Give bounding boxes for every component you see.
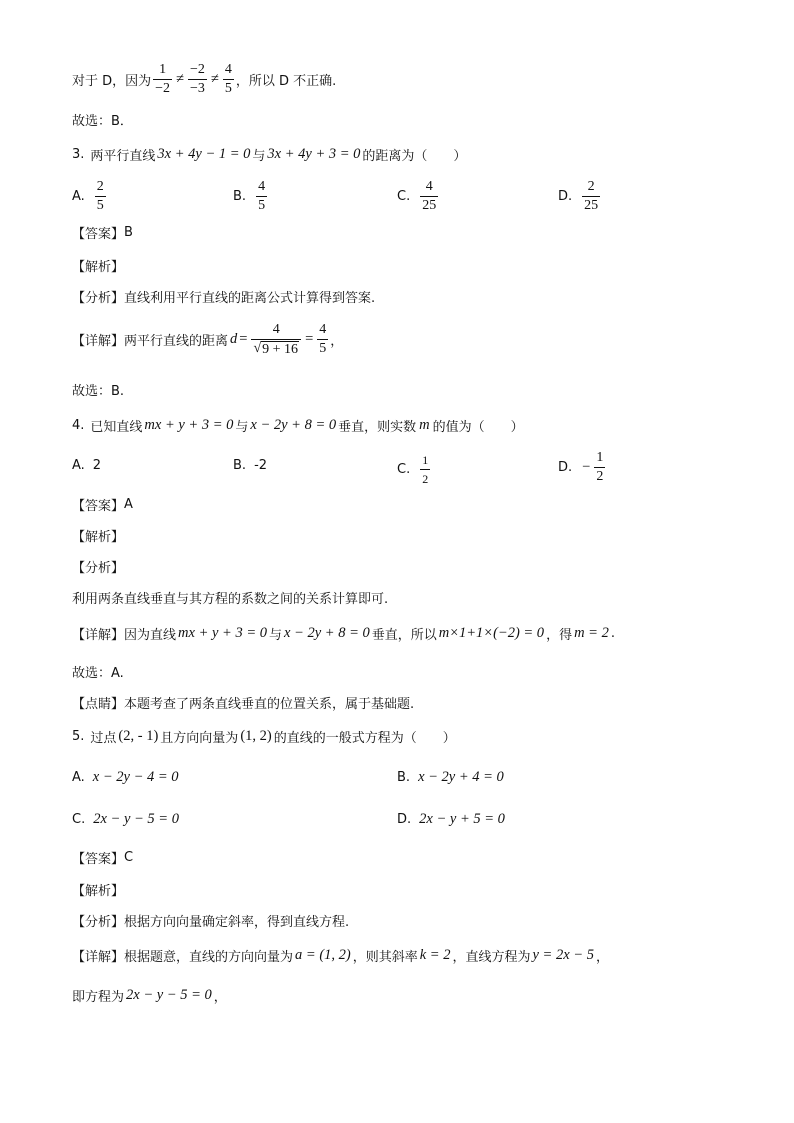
text: 的距离为（ ）	[362, 149, 467, 164]
equation: x − 2y + 8 = 0	[250, 417, 337, 433]
text: 即方程为	[72, 990, 125, 1005]
fraction: $\frac{-2}{-3}$	[190, 62, 205, 96]
option-a	[72, 458, 101, 473]
option-label: B.	[233, 458, 247, 473]
option-label: D.	[558, 460, 573, 475]
fraction: $\frac{1}{-2}$	[155, 62, 171, 96]
text: ，直线方程为	[452, 950, 531, 965]
detail-4	[72, 624, 615, 643]
fraction: $\frac{1}{2}$	[422, 453, 429, 486]
tag: 【分析】	[72, 915, 125, 930]
option-label: C.	[397, 189, 411, 204]
answer-value: B	[124, 225, 133, 240]
text: 与	[268, 628, 282, 643]
fraction: $\frac{4}{5}$	[319, 322, 327, 356]
eq-symbol: =	[239, 331, 248, 347]
text: 且方向向量为	[160, 731, 239, 746]
equation: m×1+1×(−2) = 0	[438, 625, 545, 641]
option-equation: x − 2y + 4 = 0	[418, 769, 504, 785]
option-c	[397, 452, 432, 487]
analysis-tag: 【解析】	[72, 884, 125, 899]
option-value: -2	[254, 458, 268, 473]
option-label: C.	[72, 812, 86, 827]
text: 根据题意，直线的方向向量为	[124, 950, 294, 965]
fraction: $\frac{4}{5}$	[258, 179, 266, 213]
option-label: A.	[72, 189, 85, 204]
fraction: $\frac{1}{2}$	[596, 450, 604, 484]
option-value: 2	[92, 458, 102, 473]
analysis-tag: 【分析】	[72, 561, 125, 576]
equation: y = 2x − 5	[532, 947, 594, 963]
analysis-3	[72, 287, 375, 306]
text: 与	[252, 149, 266, 164]
option-label: A.	[72, 458, 85, 473]
text: 已知直线	[90, 420, 143, 435]
text: ，得	[546, 628, 573, 643]
text: 因为直线	[124, 628, 177, 643]
answer-3	[72, 223, 133, 242]
question-number: 4.	[72, 418, 85, 433]
option-d	[558, 450, 607, 485]
question-number: 5.	[72, 729, 85, 744]
choice-line: 故选：A.	[72, 666, 124, 681]
text: 的直线的一般式方程为（ ）	[273, 731, 456, 746]
slope: k = 2	[419, 947, 451, 963]
option-d	[397, 811, 505, 828]
var-m: m	[419, 417, 430, 433]
neq-symbol: ≠	[210, 71, 219, 87]
question-number: 3.	[72, 147, 85, 162]
detail-3	[72, 322, 343, 357]
text: ，	[595, 950, 609, 965]
fraction: $\frac{4}{25}$	[422, 179, 437, 213]
minus-sign: −	[582, 459, 591, 475]
analysis-5	[72, 911, 349, 930]
option-a	[72, 179, 108, 214]
text: 两平行直线的距离	[124, 334, 229, 349]
text: 根据方向向量确定斜率，得到直线方程.	[124, 915, 350, 930]
var-d: d	[230, 331, 238, 347]
text: 的值为（ ）	[432, 420, 524, 435]
option-label: A.	[72, 770, 85, 785]
text: 垂直，则实数	[338, 420, 417, 435]
question-3	[72, 145, 466, 164]
option-b	[233, 458, 267, 473]
neq-symbol: ≠	[176, 71, 185, 87]
answer-5	[72, 848, 133, 867]
line-d-explanation	[72, 62, 336, 97]
text: ，则其斜率	[352, 950, 418, 965]
option-c	[72, 811, 179, 828]
answer-tag: 【答案】	[72, 227, 125, 242]
option-b	[397, 769, 504, 786]
option-label: D.	[558, 189, 573, 204]
question-5	[72, 727, 456, 746]
fraction: $\frac{2}{25}$	[584, 179, 599, 213]
text: 直线利用平行直线的距离公式计算得到答案.	[124, 291, 376, 306]
detail-5	[72, 946, 609, 965]
choice-line: 故选：B．	[72, 114, 133, 129]
tag: 【详解】	[72, 628, 125, 643]
final-line	[72, 986, 227, 1005]
answer-4	[72, 495, 133, 514]
tag: 【分析】	[72, 291, 125, 306]
answer-value: C	[124, 850, 134, 865]
text: ，	[330, 334, 344, 349]
tag: 【详解】	[72, 950, 125, 965]
question-4	[72, 416, 524, 435]
text: 两平行直线	[90, 149, 156, 164]
equation: x − 2y + 8 = 0	[284, 625, 370, 641]
point: (2, - 1)	[118, 728, 159, 744]
analysis-tag: 【解析】	[72, 260, 125, 275]
text: ，	[213, 990, 227, 1005]
option-equation: 2x − y + 5 = 0	[419, 811, 505, 827]
option-equation: 2x − y − 5 = 0	[93, 811, 179, 827]
eq-symbol: =	[305, 331, 314, 347]
fraction: $\frac{2}{5}$	[96, 179, 104, 213]
fraction: $\frac{4}{5}$	[224, 62, 232, 96]
text: 本题考查了两条直线垂直的位置关系，属于基础题.	[124, 697, 415, 712]
option-c	[397, 179, 440, 214]
text: .	[610, 626, 615, 641]
equation: mx + y + 3 = 0	[178, 625, 267, 641]
choice-line: 故选：B.	[72, 384, 125, 399]
option-b	[233, 179, 269, 214]
analysis-tag: 【解析】	[72, 530, 125, 545]
text: 过点	[90, 731, 117, 746]
equation: 3x + 4y − 1 = 0	[157, 146, 251, 162]
equation: mx + y + 3 = 0	[144, 417, 234, 433]
option-a	[72, 769, 179, 786]
comment-4	[72, 693, 414, 712]
text: 与	[235, 420, 249, 435]
equation: 2x − y − 5 = 0	[126, 987, 212, 1003]
text: 垂直，所以	[371, 628, 437, 643]
option-d	[558, 179, 602, 214]
vector-a: a = (1, 2)	[295, 947, 351, 963]
tag: 【点睛】	[72, 697, 125, 712]
tag: 【详解】	[72, 334, 125, 349]
answer-tag: 【答案】	[72, 852, 125, 867]
equation: m = 2	[574, 625, 609, 641]
answer-value: A	[124, 497, 133, 512]
fraction-sqrt: 4 √ 9 + 16	[251, 322, 301, 357]
option-label: B.	[233, 189, 247, 204]
option-label: B.	[397, 770, 411, 785]
option-label: C.	[397, 462, 411, 477]
option-equation: x − 2y − 4 = 0	[92, 769, 179, 785]
equation: 3x + 4y + 3 = 0	[267, 146, 361, 162]
option-label: D.	[397, 812, 412, 827]
text: 对于 D，因为	[72, 74, 152, 89]
analysis-text: 利用两条直线垂直与其方程的系数之间的关系计算即可.	[72, 592, 389, 607]
text: ，所以 D 不正确.	[235, 74, 337, 89]
answer-tag: 【答案】	[72, 499, 125, 514]
vector: (1, 2)	[240, 728, 272, 744]
